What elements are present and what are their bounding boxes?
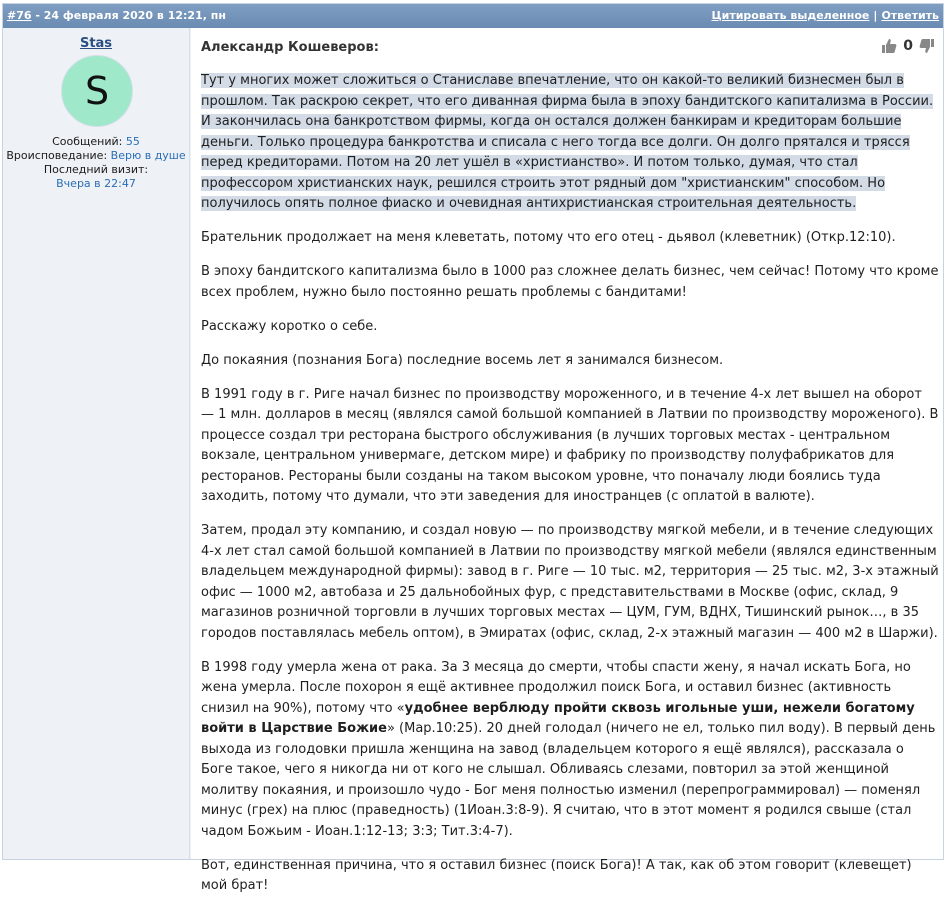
religion-value: Верю в душе — [110, 149, 186, 162]
post-content — [191, 28, 943, 893]
vote-controls — [881, 38, 935, 54]
post-meta — [7, 9, 226, 22]
vote-count: 0 — [903, 38, 913, 54]
last-visit-label: Последний визит: — [43, 163, 149, 176]
post-date: - 24 февраля 2020 в 12:21, пн — [31, 9, 226, 22]
thumbs-down-icon[interactable] — [919, 38, 935, 54]
paragraph-7-end: » (Мар.10:25). 20 дней голодал (ничего не ел, только пил воду). В первый день выхода из голодовки пришла женщина на завод (владельцем которого я ещё являлся), рассказала о Боге такое, чего я никогда ни от кого не слышал. Обливаясь слезами, повторил за этой женщиной молитву покаяния, и произошло чудо - Бог меня полностью изменил (перепрограммировал) — поменял минус (грех) на плюс (праведность) (1Иоан.3:8-9). Я считаю, что в этот момент я родился свыше (стал чадом Божьим - Иоан.1:12-13; 3:3; Тит.3:4-7). — [201, 721, 936, 839]
quote-selected-link[interactable]: Цитировать выделенное — [711, 9, 870, 22]
action-separator: | — [873, 9, 878, 22]
bible-quote-bold: удобнее верблюду пройти сквозь игольные уши, нежели богатому войти в Царствие Божие — [201, 700, 915, 736]
quote-paragraph — [201, 71, 939, 215]
paragraph-2: В эпоху бандитского капитализма было в 1000 раз сложнее делать бизнес, чем сейчас! Потому что кроме всех проблем, нужно было постоянно решать проблемы с бандитами! — [201, 264, 939, 300]
religion-label: Вроисповедание: — [6, 149, 108, 162]
religion-row — [3, 149, 189, 163]
user-meta — [3, 135, 189, 191]
post-actions — [711, 9, 939, 22]
paragraph-1: Брательник продолжает на меня клеветать, потому что его отец - дьявол (клеветник) (Откр.12:10). — [201, 230, 896, 245]
messages-label: Сообщений: — [52, 135, 123, 148]
post-text — [201, 71, 939, 910]
messages-row — [3, 135, 189, 149]
avatar[interactable] — [61, 55, 133, 127]
paragraph-7 — [201, 658, 939, 843]
paragraph-6: Затем, продал эту компанию, и создал новую — по производству мягкой мебели, и в течение следующих 4-х лет стал самой большой компанией в Латвии по производству мягкой мебели (являлся единственным владельцем международной фирмы): завод в г. Риге — 10 тыс. м2, территория — 25 тыс. м2, 3-х этажный офис — 1000 м2, автобаза и 25 дальнобойных фур, с представительствами в Москве (офис, склад, 9 магазинов розничной торговли в лучших торговых местах — ЦУМ, ГУМ, ВДНХ, Тишинский рынок…, в 35 городов поставлялась мебель оптом), в Эмиратах (офис, склад, 2-х этажный магазин — 400 м2 в Шаржи). — [201, 523, 939, 641]
last-visit-value: Вчера в 22:47 — [56, 177, 136, 190]
messages-count[interactable]: 55 — [125, 135, 140, 148]
post-number-link[interactable]: #76 — [7, 9, 32, 22]
user-info-panel — [3, 28, 190, 859]
highlighted-quote: Тут у многих может сложиться о Станиславе впечатление, что он какой-то великий бизнесмен был в прошлом. Так раскрою секрет, что его диванная фирма была в эпоху бандитского капитализма в России. И закончилась она банкротством фирмы, когда он остался должен банкирам и кредиторам большие деньги. Только процедура банкротства и списала с него тогда все долги. Он долго прятался и трясся перед кредиторами. Потом на 20 лет ушёл в «христианство». И потом только, думая, что стал профессором христианских наук, решился строить этот рядный дом "христианским" способом. Но получилось опять полное фиаско и очевидная антихристианская строительная деятельность. — [201, 73, 934, 211]
paragraph-8: Вот, единственная причина, что я оставил бизнес (поиск Бога)! А так, как об этом говорит (клевещет) мой брат! — [201, 857, 912, 893]
reply-link[interactable]: Ответить — [881, 9, 939, 22]
quoted-author: Александр Кошеверов: — [201, 40, 379, 55]
paragraph-4: До покаяния (познания Бога) последние восемь лет я занимался бизнесом. — [201, 352, 724, 368]
paragraph-7-start: В 1998 году умерла жена от рака. За 3 месяца до смерти, чтобы спасти жену, я начал искать Бога, но жена умерла. После похорон я ещё активнее продолжил поиск Бога, и оставил бизнес (активность снизил на 90%), потому что « — [201, 659, 911, 716]
thumbs-up-icon[interactable] — [881, 38, 897, 54]
username-link[interactable]: Stas — [79, 36, 113, 51]
paragraph-3: Расскажу коротко о себе. — [201, 318, 378, 334]
forum-post — [2, 3, 944, 893]
paragraph-5: В 1991 году в г. Риге начал бизнес по производству мороженного, и в течение 4-х лет вышел на оборот — 1 млн. долларов в месяц (являлся самой большой компанией в Латвии по производству мороженого). В процессе создал три ресторана быстрого обслуживания (в лучших торговых местах - центральном вокзале, центральном универмаге, детском мире) и фабрику по производству полуфабрикатов для ресторанов. Рестораны были созданы на таком высоком уровне, что поначалу люди боялись туда заходить, потому что думали, что эти заведения для иностранцев (с оплатой в валюте). — [201, 386, 939, 504]
post-header — [3, 4, 943, 28]
avatar-letter: S — [84, 69, 110, 113]
